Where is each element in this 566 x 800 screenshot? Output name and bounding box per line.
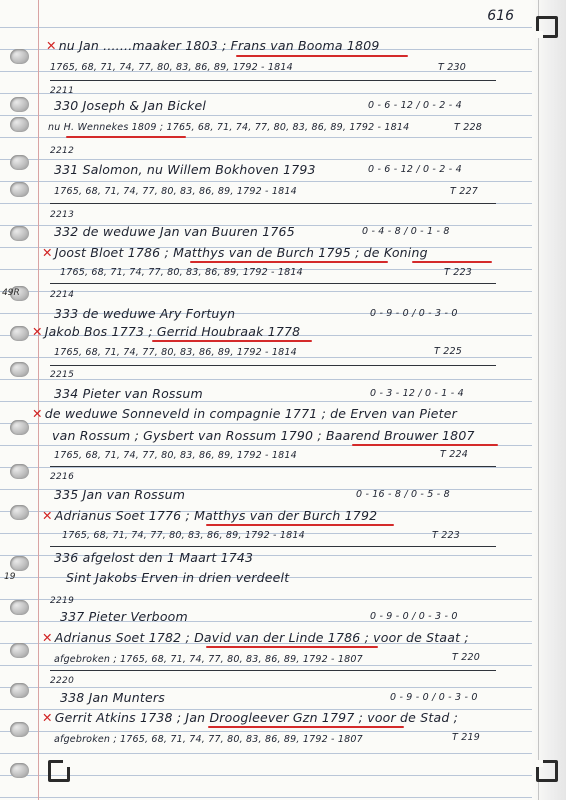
margin-note: 19	[4, 572, 16, 582]
t-reference: T 219	[452, 732, 480, 743]
t-reference: T 223	[432, 530, 460, 541]
entry-line: 335 Jan van Rossum	[54, 487, 186, 502]
years-line: 1765, 68, 71, 74, 77, 80, 83, 86, 89, 1792 - 1814	[60, 267, 303, 278]
cross-mark-icon: ✕	[42, 508, 53, 523]
record-number: 2215	[50, 370, 75, 380]
record-number: 2211	[50, 86, 75, 96]
amount: 0 - 4 - 8 / 0 - 1 - 8	[362, 226, 450, 237]
entry-line: 337 Pieter Verboom	[60, 609, 188, 624]
red-underline	[190, 261, 388, 263]
separator-line	[50, 203, 496, 204]
t-reference: T 224	[440, 449, 468, 460]
binder-hole-icon	[10, 763, 29, 778]
red-underline	[66, 136, 186, 138]
years-line: 1765, 68, 71, 74, 77, 80, 83, 86, 89, 1792 - 1814	[54, 450, 297, 461]
amount: 0 - 9 - 0 / 0 - 3 - 0	[370, 308, 458, 319]
years-line: 1765, 68, 71, 74, 77, 80, 83, 86, 89, 1792 - 1814	[50, 62, 293, 73]
amount: 0 - 9 - 0 / 0 - 3 - 0	[390, 692, 478, 703]
record-number: 2214	[50, 290, 75, 300]
binder-hole-icon	[10, 97, 29, 112]
red-underline	[352, 444, 498, 446]
record-number: 2212	[50, 146, 75, 156]
cross-mark-icon: ✕	[42, 245, 53, 260]
t-reference: T 225	[434, 346, 462, 357]
page-edge	[532, 0, 566, 800]
entry-line: ✕ Gerrit Atkins 1738 ; Jan Droogleever Gzn 1797 ; voor de Stad ;	[42, 710, 459, 725]
entry-line: ✕ Adrianus Soet 1776 ; Matthys van der Burch 1792	[42, 508, 378, 523]
cross-mark-icon: ✕	[46, 38, 57, 53]
amount: 0 - 16 - 8 / 0 - 5 - 8	[356, 489, 450, 500]
entry-line: ✕ de weduwe Sonneveld in compagnie 1771 ; de Erven van Pieter	[32, 406, 457, 421]
record-number: 2219	[50, 596, 75, 606]
separator-line	[50, 466, 496, 467]
entry-line: nu H. Wennekes 1809 ; 1765, 68, 71, 74, 77, 80, 83, 86, 89, 1792 - 1814	[48, 122, 410, 133]
t-reference: T 220	[452, 652, 480, 663]
red-underline	[208, 726, 404, 728]
entry-line: Sint Jakobs Erven in drien verdeelt	[66, 570, 290, 585]
entry-line: 330 Joseph & Jan Bickel	[54, 98, 207, 113]
amount: 0 - 3 - 12 / 0 - 1 - 4	[370, 388, 464, 399]
binder-hole-icon	[10, 683, 29, 698]
corner-bracket-icon	[48, 760, 70, 782]
red-underline	[152, 340, 312, 342]
binder-hole-icon	[10, 643, 29, 658]
record-number: 2216	[50, 472, 75, 482]
binder-hole-icon	[10, 49, 29, 64]
entry-line: 332 de weduwe Jan van Buuren 1765	[54, 224, 295, 239]
entry-line: van Rossum ; Gysbert van Rossum 1790 ; Baarend Brouwer 1807	[52, 428, 475, 443]
amount: 0 - 6 - 12 / 0 - 2 - 4	[368, 100, 462, 111]
red-underline	[206, 524, 394, 526]
entry-line: 334 Pieter van Rossum	[54, 386, 203, 401]
entry-line: ✕ nu Jan .......maaker 1803 ; Frans van Booma 1809	[46, 38, 380, 53]
amount: 0 - 9 - 0 / 0 - 3 - 0	[370, 611, 458, 622]
entry-line: ✕ Adrianus Soet 1782 ; David van der Linde 1786 ; voor de Staat ;	[42, 630, 469, 645]
binder-hole-icon	[10, 505, 29, 520]
record-number: 2220	[50, 676, 75, 686]
binder-hole-icon	[10, 556, 29, 571]
t-reference: T 227	[450, 186, 478, 197]
years-line: 1765, 68, 71, 74, 77, 80, 83, 86, 89, 1792 - 1814	[62, 530, 305, 541]
red-underline	[236, 55, 408, 57]
separator-line	[50, 670, 496, 671]
amount: 0 - 6 - 12 / 0 - 2 - 4	[368, 164, 462, 175]
binder-hole-icon	[10, 182, 29, 197]
years-line: 1765, 68, 71, 74, 77, 80, 83, 86, 89, 1792 - 1814	[54, 347, 297, 358]
binder-hole-icon	[10, 326, 29, 341]
binder-hole-icon	[10, 226, 29, 241]
cross-mark-icon: ✕	[32, 324, 43, 339]
separator-line	[50, 365, 496, 366]
corner-bracket-icon	[536, 760, 558, 782]
entry-line: 336 afgelost den 1 Maart 1743	[54, 550, 254, 565]
cross-mark-icon: ✕	[42, 630, 53, 645]
cross-mark-icon: ✕	[42, 710, 53, 725]
entry-line: ✕ Jakob Bos 1773 ; Gerrid Houbraak 1778	[32, 324, 301, 339]
cross-mark-icon: ✕	[32, 406, 43, 421]
binder-hole-icon	[10, 600, 29, 615]
entry-line: ✕ Joost Bloet 1786 ; Matthys van de Burch 1795 ; de Koning	[42, 245, 428, 260]
entry-line: 331 Salomon, nu Willem Bokhoven 1793	[54, 162, 316, 177]
corner-bracket-icon	[536, 16, 558, 38]
entry-line: afgebroken ; 1765, 68, 71, 74, 77, 80, 83, 86, 89, 1792 - 1807	[54, 654, 363, 665]
binder-hole-icon	[10, 155, 29, 170]
page-number: 616	[487, 8, 514, 24]
margin-line	[38, 0, 39, 800]
binder-hole-icon	[10, 117, 29, 132]
separator-line	[50, 283, 496, 284]
entry-line: 333 de weduwe Ary Fortuyn	[54, 306, 236, 321]
t-reference: T 223	[444, 267, 472, 278]
t-reference: T 230	[438, 62, 466, 73]
separator-line	[50, 80, 496, 81]
binder-hole-icon	[10, 362, 29, 377]
red-underline	[412, 261, 492, 263]
binder-hole-icon	[10, 722, 29, 737]
edge-line	[538, 0, 539, 800]
entry-line: 338 Jan Munters	[60, 690, 165, 705]
entry-line: afgebroken ; 1765, 68, 71, 74, 77, 80, 83, 86, 89, 1792 - 1807	[54, 734, 363, 745]
separator-line	[50, 546, 496, 547]
record-number: 2213	[50, 210, 75, 220]
binder-hole-icon	[10, 420, 29, 435]
years-line: 1765, 68, 71, 74, 77, 80, 83, 86, 89, 1792 - 1814	[54, 186, 297, 197]
red-underline	[206, 646, 378, 648]
t-reference: T 228	[454, 122, 482, 133]
binder-hole-icon	[10, 464, 29, 479]
margin-note: 49R	[2, 288, 20, 298]
